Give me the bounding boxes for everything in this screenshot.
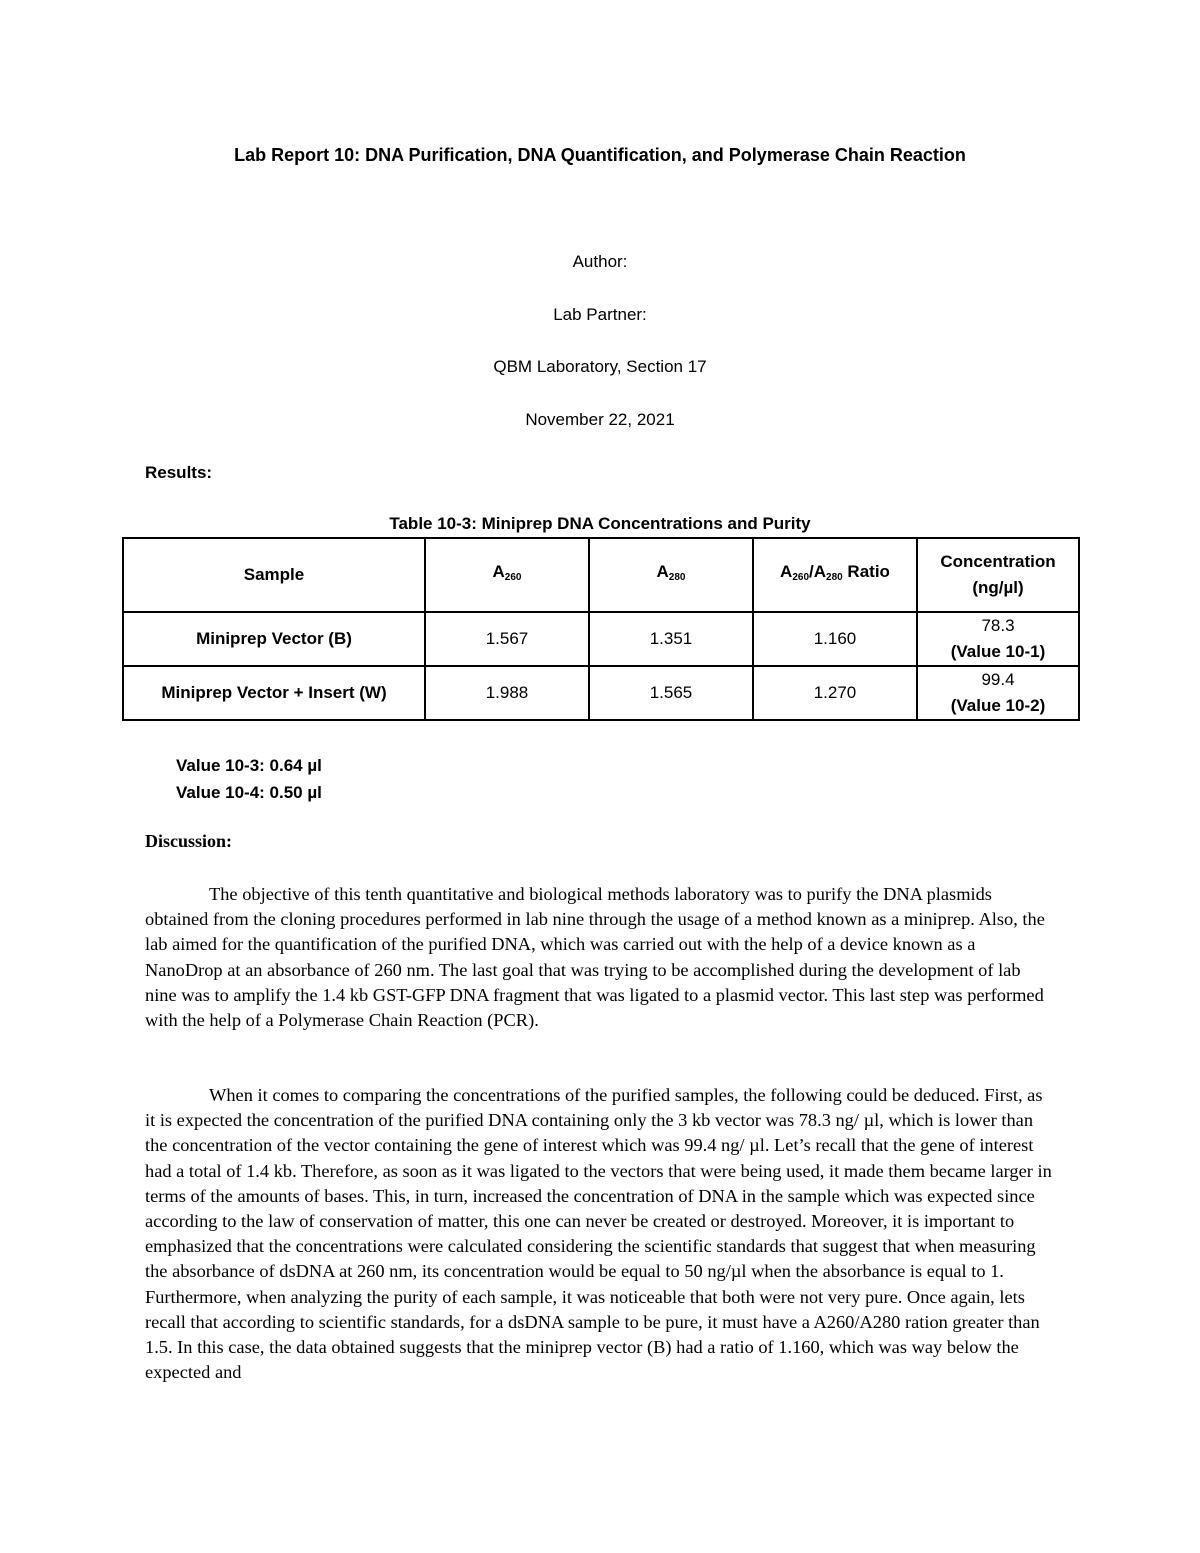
row-sample: Miniprep Vector + Insert (W) [123, 666, 425, 720]
value-10-4: Value 10-4: 0.50 µl [176, 783, 322, 802]
header-concentration: Concentration (ng/µl) [917, 538, 1079, 612]
table-header-row [123, 538, 1079, 612]
row-sample: Miniprep Vector (B) [123, 612, 425, 666]
value-10-3: Value 10-3: 0.64 µl [176, 756, 322, 775]
concentration-table [122, 537, 1080, 721]
discussion-paragraph: When it comes to comparing the concentrations of the purified samples, the following could be deduced. First, as it is expected the concentration of the purified DNA containing only the 3 kb vector was 78.3 ng/ µl, which is lower than the concentration of the vector containing the gene of interest which was 99.4 ng/ µl. Let’s recall that the gene of interest had a total of 1.4 kb. Therefore, as soon as it was ligated to the vectors that were being used, it made them became larger in terms of the amounts of bases. This, in turn, increased the concentration of DNA in the sample which was expected since according to the law of conservation of matter, this one can never be created or destroyed. Moreover, it is important to emphasized that the concentrations were calculated considering the scientific standards that suggest that when measuring the absorbance of dsDNA at 260 nm, its concentration would be equal to 50 ng/µl when the absorbance is equal to 1. Furthermore, when analyzing the purity of each sample, it was noticeable that both were not very pure. Once again, lets recall that according to scientific standards, for a dsDNA sample to be pure, it must have a A260/A280 ration greater than 1.5. In this case, the data obtained suggests that the miniprep vector (B) had a ratio of 1.160, which was way below the expected and [145, 1085, 1052, 1383]
computed-values [176, 752, 322, 806]
cell-a260: 1.567 [425, 612, 589, 666]
cell-ratio: 1.270 [753, 666, 917, 720]
cell-a280: 1.565 [589, 666, 753, 720]
cell-concentration: 78.3 (Value 10-1) [917, 612, 1079, 666]
table-row [123, 666, 1079, 720]
header-ratio: $A_{260}/A_{280}$ Ratio [753, 538, 917, 612]
discussion-heading: Discussion: [145, 831, 233, 851]
header-a260: $A_{260}$ [425, 538, 589, 612]
header-a280: $A_{280}$ [589, 538, 753, 612]
table-caption: Table 10-3: Miniprep DNA Concentrations and Purity [389, 514, 811, 533]
cell-concentration: 99.4 (Value 10-2) [917, 666, 1079, 720]
report-title: Lab Report 10: DNA Purification, DNA Quantification, and Polymerase Chain Reaction [234, 145, 966, 165]
cell-a260: 1.988 [425, 666, 589, 720]
lab-partner-line: Lab Partner: [553, 305, 647, 324]
cell-a280: 1.351 [589, 612, 753, 666]
course-line: QBM Laboratory, Section 17 [493, 357, 707, 376]
author-line: Author: [572, 252, 628, 271]
discussion-paragraph: The objective of this tenth quantitative and biological methods laboratory was to purify the DNA plasmids obtained from the cloning procedures performed in lab nine through the usage of a method known as a miniprep. Also, the lab aimed for the quantification of the purified DNA, which was carried out with the help of a device known as a NanoDrop at an absorbance of 260 nm. The last goal that was trying to be accomplished during the development of lab nine was to amplify the 1.4 kb GST-GFP DNA fragment that was ligated to a plasmid vector. This last step was performed with the help of a Polymerase Chain Reaction (PCR). [145, 884, 1045, 1031]
date-line: November 22, 2021 [525, 410, 675, 429]
results-heading: Results: [145, 463, 213, 482]
cell-ratio: 1.160 [753, 612, 917, 666]
header-sample: Sample [123, 538, 425, 612]
table-row [123, 612, 1079, 666]
